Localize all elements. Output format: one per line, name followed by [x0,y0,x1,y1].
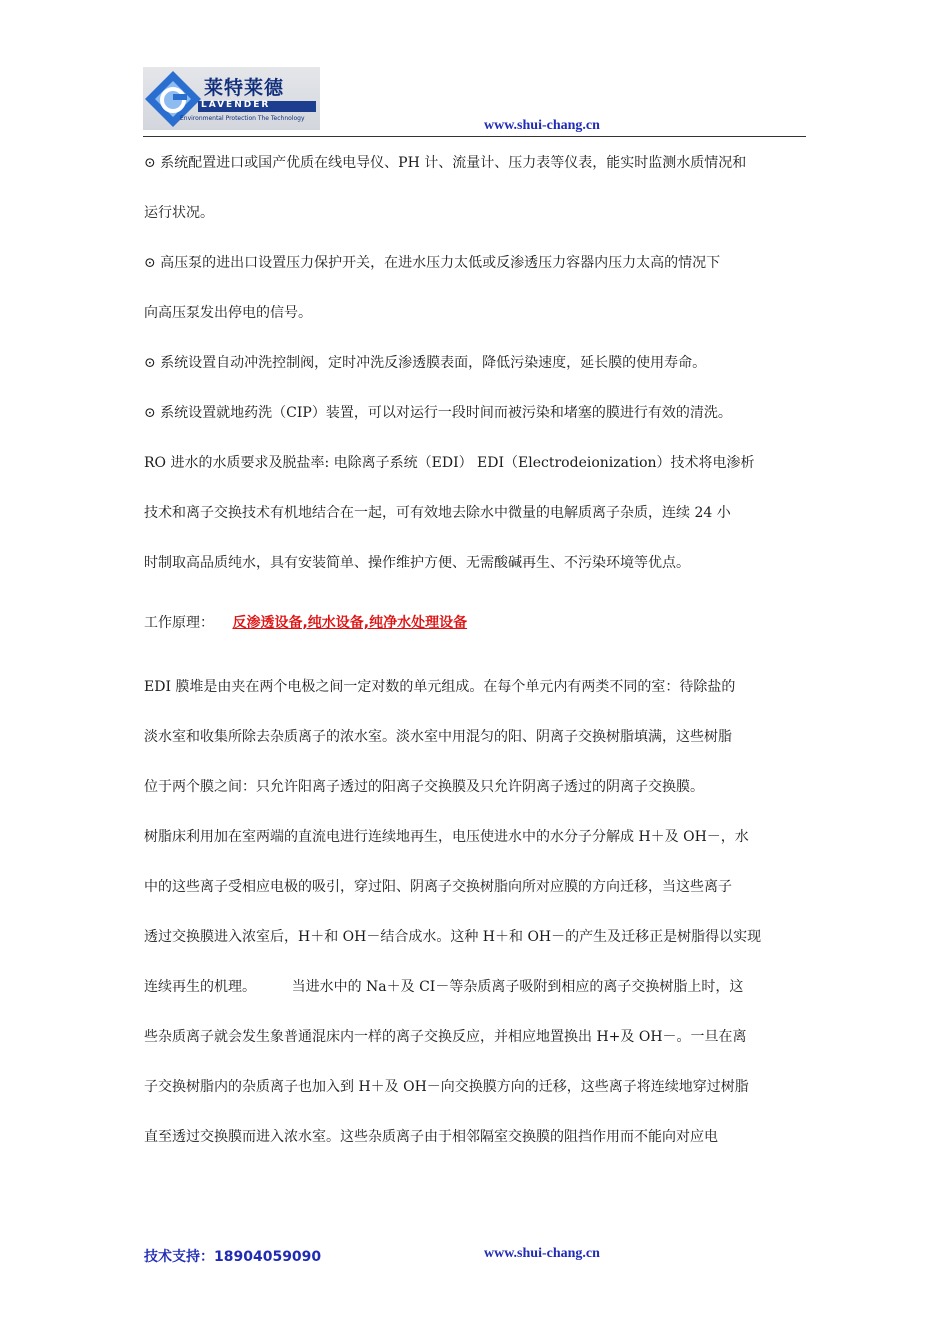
logo-tagline: Environmental Protection The Technology [180,115,305,122]
principle-label: 工作原理： [144,615,214,631]
paragraph: RO 进水的水质要求及脱盐率: 电除离子系统（EDI） EDI（Electrodeionization）技术将电渗析 技术和离子交换技术有机地结合在一起，可有效地去除水中微量的电解质离子杂质，连续 24 小 时制取高品质纯水，具有安装简单、操作维护方便、无需酸碱再生、不污染环境等优点。 [144,455,755,571]
header-divider [143,136,806,137]
paragraph: 树脂床利用加在室两端的直流电进行连续地再生，电压使进水中的水分子分解成 H＋及 OH－，水 中的这些离子受相应电极的吸引，穿过阳、阴离子交换树脂向所对应膜的方向迁移，当这些离子 透过交换膜进入浓室后，H＋和 OH－结合成水。这种 H＋和 OH－的产生及迁移正是树脂得以实现 连续再生的机理。 当进水中的 Na＋及 CI－等杂质离子吸附到相应的离子交换树脂上时，这 些杂质离子就会发生象普通混床内一样的离子交换反应，并相应地置换出 H+及 OH－。一旦在离 子交换树脂内的杂质离子也加入到 H＋及 OH－向交换膜方向的迁移，这些离子将连续地穿过树脂 直至透过交换膜而进入浓水室。这些杂质离子由于相邻隔室交换膜的阻挡作用而不能向对应电 [144,829,762,1145]
paragraph: ⊙ 系统配置进口或国产优质在线电导仪、PH 计、流量计、压力表等仪表，能实时监测水质情况和 运行状况。 [144,155,747,221]
working-principle-heading [144,612,467,632]
logo-english-name: LAVENDER [201,100,271,110]
header-website-link[interactable]: www.shui-chang.cn [484,118,600,133]
paragraph: ⊙ 高压泵的进出口设置压力保护开关，在进水压力太低或反渗透压力容器内压力太高的情况下 向高压泵发出停电的信号。 [144,255,721,321]
paragraph: EDI 膜堆是由夹在两个电极之间一定对数的单元组成。在每个单元内有两类不同的室：待除盐的 淡水室和收集所除去杂质离子的浓水室。淡水室中用混匀的阳、阴离子交换树脂填满，这些树脂 位于两个膜之间：只允许阳离子透过的阳离子交换膜及只允许阴离子透过的阴离子交换膜。 [144,679,736,795]
logo-chinese-name: 莱特莱德 [204,77,285,99]
product-link[interactable]: 反渗透设备,纯水设备,纯净水处理设备 [232,615,468,631]
body-text-bottom [144,675,808,1175]
paragraph: ⊙ 系统设置自动冲洗控制阀，定时冲洗反渗透膜表面，降低污染速度，延长膜的使用寿命。 [144,355,707,371]
footer-website-link[interactable]: www.shui-chang.cn [484,1246,600,1261]
company-logo [143,67,320,130]
body-text-top [144,151,808,601]
paragraph: ⊙ 系统设置就地药洗（CIP）装置，可以对运行一段时间而被污染和堵塞的膜进行有效的清洗。 [144,405,732,421]
footer-support-phone: 技术支持：18904059090 [144,1249,322,1265]
